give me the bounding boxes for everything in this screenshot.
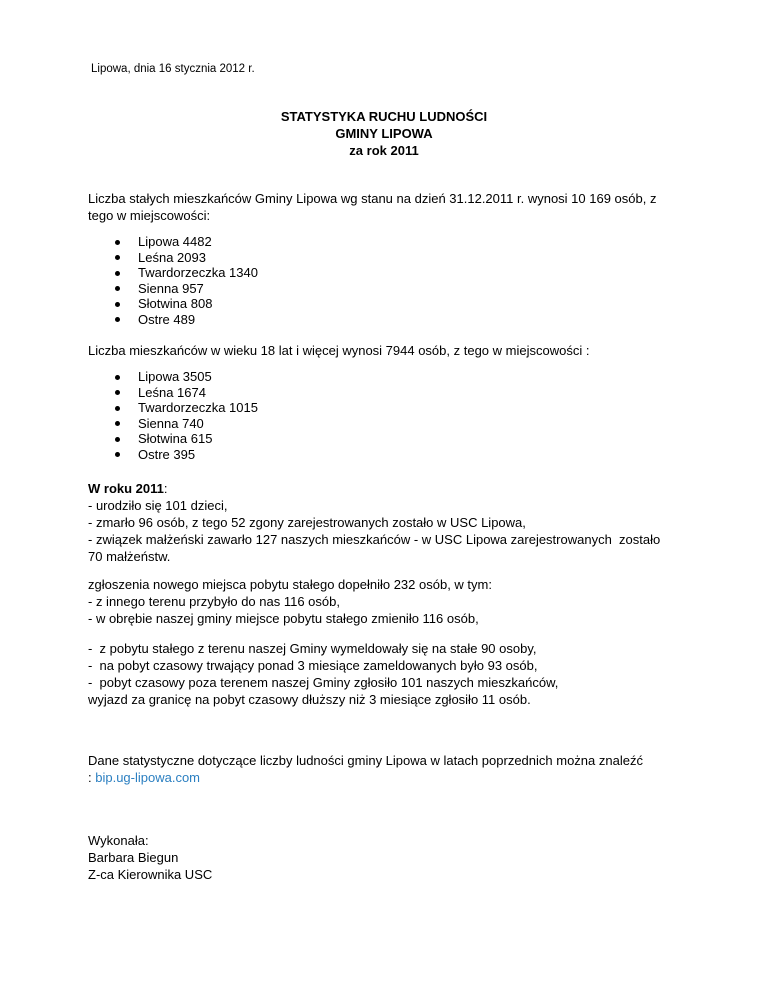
year-heading: W roku 2011 (88, 481, 164, 496)
bullet-icon (115, 271, 120, 276)
year-line-3: - związek małżeński zawarło 127 naszych mieszkańców - w USC Lipowa zarejestrowanych zostało (88, 532, 661, 547)
list-item: Ostre 489 (112, 312, 258, 328)
registration-line-3: - w obrębie naszej gminy miejsce pobytu stałego zmieniło 116 osób, (88, 611, 479, 626)
bullet-icon (115, 390, 120, 395)
bullet-icon (115, 286, 120, 291)
year-line-1: - urodziło się 101 dzieci, (88, 498, 228, 513)
bullet-icon (115, 421, 120, 426)
list-item: Twardorzeczka 1015 (112, 400, 258, 416)
title-line-3: za rok 2011 (349, 143, 419, 158)
departures-line-1: - z pobytu stałego z terenu naszej Gminy wymeldowały się na stałe 90 osoby, (88, 641, 537, 656)
signature-position: Z-ca Kierownika USC (88, 867, 213, 882)
list-item: Sienna 957 (112, 281, 258, 297)
list-item: Lipowa 3505 (112, 369, 258, 385)
list-item: Słotwina 615 (112, 431, 258, 447)
residents-intro-line-2: tego w miejscowości: (88, 208, 211, 223)
signature-block (88, 832, 212, 883)
registration-section (88, 576, 492, 627)
year-section (88, 480, 660, 565)
footer-note-line-1: Dane statystyczne dotyczące liczby ludności gminy Lipowa w latach poprzednich można znaleźć (88, 753, 643, 768)
residents-list (112, 234, 258, 328)
departures-section (88, 640, 558, 708)
departures-line-2: - na pobyt czasowy trwający ponad 3 miesiące zameldowanych było 93 osób, (88, 658, 538, 673)
list-item: Sienna 740 (112, 416, 258, 432)
bullet-icon (115, 255, 120, 260)
departures-line-3: - pobyt czasowy poza terenem naszej Gminy zgłosiło 101 naszych mieszkańców, (88, 675, 559, 690)
list-item: Słotwina 808 (112, 296, 258, 312)
list-item: Leśna 1674 (112, 385, 258, 401)
bullet-icon (115, 406, 120, 411)
bullet-icon (115, 437, 120, 442)
bullet-icon (115, 452, 120, 457)
bullet-icon (115, 240, 120, 245)
adults-list (112, 369, 258, 463)
signature-name: Barbara Biegun (88, 850, 179, 865)
list-item: Lipowa 4482 (112, 234, 258, 250)
registration-line-1: zgłoszenia nowego miejsca pobytu stałego dopełniło 232 osób, w tym: (88, 577, 492, 592)
residents-intro (88, 190, 656, 224)
signature-label: Wykonała: (88, 833, 149, 848)
bullet-icon (115, 302, 120, 307)
list-item: Leśna 2093 (112, 250, 258, 266)
bip-link[interactable]: bip.ug-lipowa.com (95, 770, 201, 785)
bullet-icon (115, 317, 120, 322)
title-line-2: GMINY LIPOWA (335, 126, 433, 141)
footer-note (88, 752, 643, 786)
footer-note-line-2: : bip.ug-lipowa.com (88, 770, 201, 785)
year-line-2: - zmarło 96 osób, z tego 52 zgony zarejestrowanych zostało w USC Lipowa, (88, 515, 526, 530)
departures-line-4: wyjazd za granicę na pobyt czasowy dłuższy niż 3 miesiące zgłosiło 11 osób. (88, 692, 531, 707)
list-item: Ostre 395 (112, 447, 258, 463)
year-heading-line: W roku 2011: (88, 481, 168, 496)
date-line: Lipowa, dnia 16 stycznia 2012 r. (91, 63, 255, 75)
registration-line-2: - z innego terenu przybyło do nas 116 osób, (88, 594, 340, 609)
document-title (0, 108, 768, 159)
year-line-4: 70 małżeństw. (88, 549, 171, 564)
title-line-1: STATYSTYKA RUCHU LUDNOŚCI (280, 109, 488, 124)
list-item: Twardorzeczka 1340 (112, 265, 258, 281)
adults-intro: Liczba mieszkańców w wieku 18 lat i więcej wynosi 7944 osób, z tego w miejscowości : (88, 343, 590, 358)
residents-intro-line-1: Liczba stałych mieszkańców Gminy Lipowa wg stanu na dzień 31.12.2011 r. wynosi 10 169 osób, z (88, 191, 657, 206)
bullet-icon (115, 375, 120, 380)
